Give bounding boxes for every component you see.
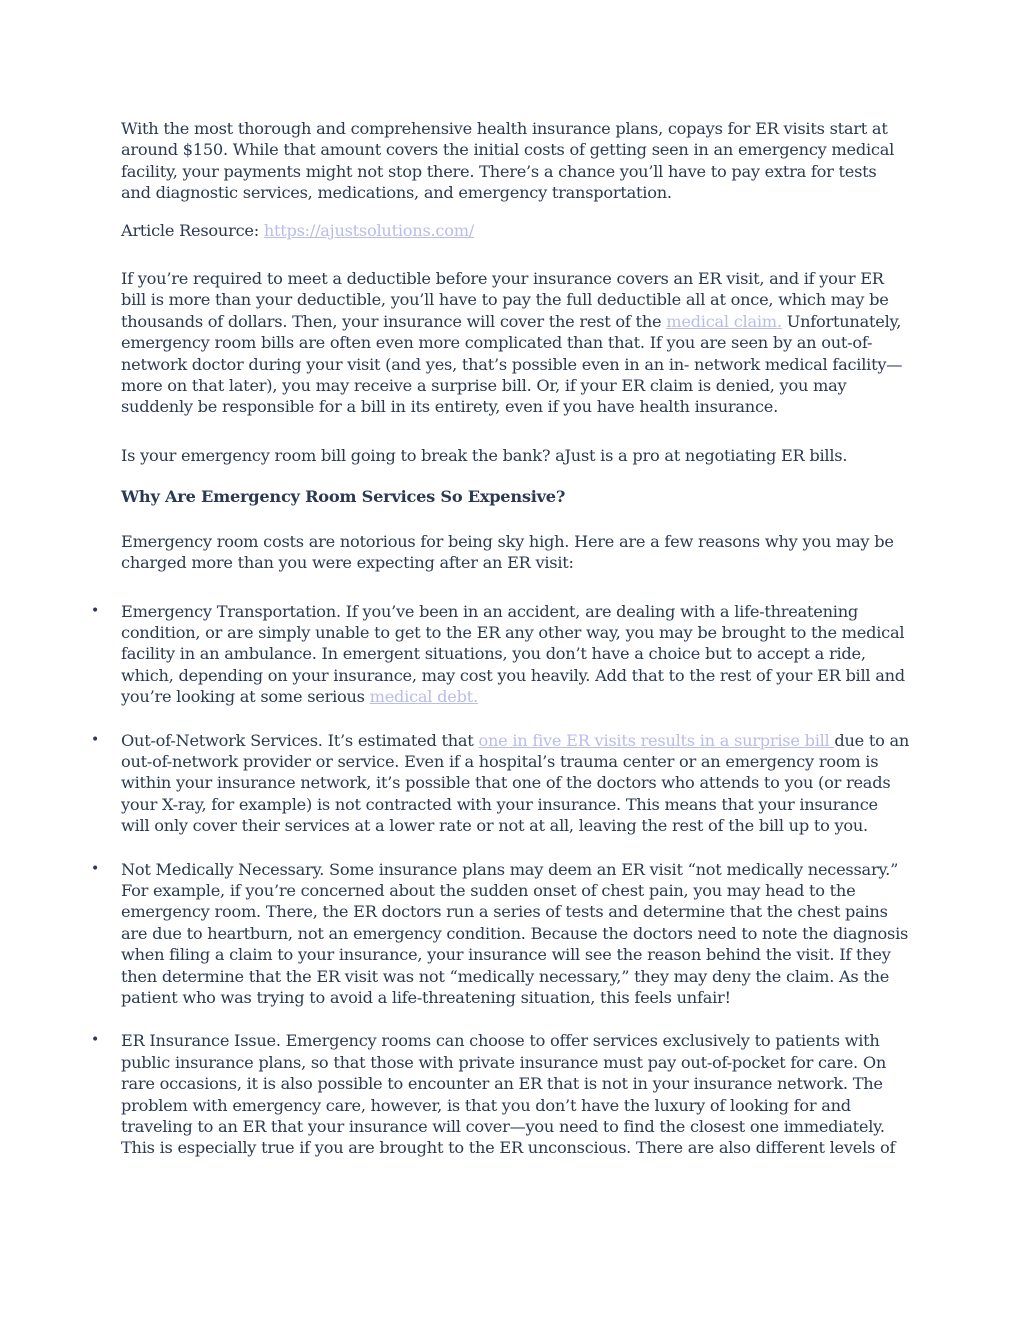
- deductible-paragraph: [121, 268, 911, 418]
- deductible-text-before: If you’re required to meet a deductible before your insurance covers an ER visit, and if your ER bill is more than your deductible, you’ll have to pay the full deductible all at once, which may be thousands of dollars. Then, your insurance will cover the rest of the: [121, 269, 889, 331]
- bullet-icon: •: [91, 731, 100, 748]
- list-item-text: ER Insurance Issue. Emergency rooms can choose to offer services exclusively to patients with public insurance plans, so that those with private insurance must pay out-of-pocket for care. On rare occasions, it is also possible to encounter an ER that is not in your insurance network. The problem with emergency care, however, is that you don’t have the luxury of looking for and traveling to an ER that your insurance will cover—you need to find the closest one immediately. This is especially true if you are brought to the ER unconscious. There are also different levels of: [121, 1031, 896, 1158]
- section-heading: Why Are Emergency Room Services So Expensive?: [121, 487, 566, 507]
- medical-debt-link[interactable]: medical debt.: [369, 687, 478, 707]
- article-resource-link[interactable]: https://ajustsolutions.com/: [263, 220, 475, 240]
- article-resource-line: [121, 220, 911, 241]
- promo-paragraph: Is your emergency room bill going to break the bank? aJust is a pro at negotiating ER bills.: [121, 445, 848, 465]
- medical-claim-link[interactable]: medical claim.: [666, 311, 782, 331]
- list-item-er-insurance-issue: [91, 1030, 911, 1158]
- list-item-text: Not Medically Necessary. Some insurance plans may deem an ER visit “not medically necessary.” For example, if you’re concerned about the sudden onset of chest pain, you may head to the emergency room. There, the ER doctors run a series of tests and determine that the chest pains are due to heartburn, not an emergency condition. Because the doctors need to note the diagnosis when filing a claim to your insurance, your insurance will see the reason behind the visit. If they then determine that the ER visit was not “medically necessary,” they may deny the claim. As the patient who was trying to avoid a life-threatening situation, this feels unfair!: [121, 859, 909, 1007]
- intro-paragraph: With the most thorough and comprehensive health insurance plans, copays for ER visits start at around $150. While that amount covers the initial costs of getting seen in an emergency medical facility, your payments might not stop there. There’s a chance you’ll have to pay extra for tests and diagnostic services, medications, and emergency transportation.: [121, 119, 895, 203]
- list-item-not-medically-necessary: [91, 859, 911, 1009]
- bullet-icon: •: [91, 860, 100, 877]
- surprise-bill-link[interactable]: one in five ER visits results in a surprise bill: [478, 730, 835, 750]
- list-item-out-of-network: [91, 730, 911, 837]
- list-item-emergency-transportation: [91, 601, 911, 708]
- reasons-intro-paragraph: Emergency room costs are notorious for being sky high. Here are a few reasons why you may be charged more than you were expecting after an ER visit:: [121, 531, 894, 573]
- reasons-list: [91, 601, 911, 1159]
- document-body: [91, 118, 911, 1181]
- list-item-text-after: due to an out-of-network provider or service. Even if a hospital’s trauma center or an emergency room is within your insurance network, it’s possible that one of the doctors who attends to you (or reads your X-ray, for example) is not contracted with your insurance. This means that your insurance will only cover their services at a lower rate or not at all, leaving the rest of the bill up to you.: [121, 730, 910, 836]
- list-item-text-before: Out-of-Network Services. It’s estimated that: [121, 730, 479, 750]
- list-item-text: Emergency Transportation. If you’ve been in an accident, are dealing with a life-threatening condition, or are simply unable to get to the ER any other way, you may be brought to the medical facility in an ambulance. In emergent situations, you don’t have a choice but to accept a ride, which, depending on your insurance, may cost you heavily. Add that to the rest of your ER bill and you’re looking at some serious: [121, 601, 905, 707]
- article-resource-label: Article Resource:: [121, 220, 264, 240]
- deductible-text-after: Unfortunately, emergency room bills are often even more complicated than that. If you are seen by an out-of-network doctor during your visit (and yes, that’s possible even in an in- network medical facility—more on that later), you may receive a surprise bill. Or, if your ER claim is denied, you may suddenly be responsible for a bill in its entirety, even if you have health insurance.: [121, 311, 903, 417]
- bullet-icon: •: [91, 602, 100, 619]
- bullet-icon: •: [91, 1032, 100, 1049]
